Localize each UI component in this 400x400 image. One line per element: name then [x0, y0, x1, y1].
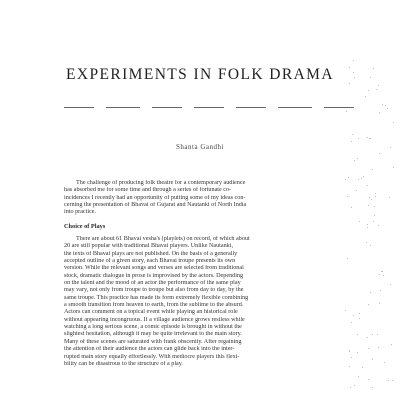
- scan-speckle: [367, 185, 368, 186]
- scan-speckle: [353, 72, 354, 73]
- scan-speckle: [370, 77, 371, 78]
- scan-speckle: [371, 199, 372, 200]
- scan-speckle: [359, 313, 360, 314]
- intro-line: incidences I recently had an opportunity of putting some of my ideas con-: [64, 194, 246, 201]
- scan-speckle: [391, 344, 392, 345]
- intro-line: cerning the presentation of Bhavai of Gujarat and Nautanki of North India: [64, 202, 247, 209]
- scan-speckle: [349, 83, 350, 84]
- body-line: same troupe. This practice has made its form extremely flexible combining: [64, 294, 249, 301]
- scan-speckle: [378, 85, 379, 86]
- scan-speckle: [378, 225, 379, 226]
- body-line: rupted main story equally effortlessly. With mediocre players this flexi-: [64, 353, 240, 360]
- body-line: slightest hesitation, although it may be quite irrelevant to the main story.: [64, 331, 242, 338]
- scan-speckle: [383, 275, 384, 276]
- section-heading: Choice of Plays: [64, 223, 106, 230]
- scan-speckle: [368, 90, 369, 91]
- scan-speckle: [377, 334, 378, 335]
- scan-speckle: [379, 153, 380, 154]
- scan-speckle: [369, 138, 370, 139]
- scan-speckle: [372, 334, 373, 335]
- scan-speckle: [351, 357, 352, 358]
- scan-speckle: [372, 359, 373, 360]
- scan-speckle: [357, 352, 358, 353]
- scan-speckle: [358, 179, 359, 180]
- scan-speckle: [370, 138, 371, 139]
- scan-speckle: [357, 158, 358, 159]
- scan-speckle: [356, 190, 357, 191]
- body-line: Many of these scenes are saturated with frank obscenity. After regaining: [64, 338, 242, 345]
- scan-speckle: [393, 167, 394, 168]
- scan-speckle: [372, 387, 373, 388]
- body-line: Actors can comment on a topical event while playing an historical role: [64, 309, 238, 316]
- scan-speckle: [376, 89, 377, 90]
- scan-speckle: [374, 215, 375, 216]
- scan-speckle: [382, 271, 383, 272]
- scan-speckle: [389, 197, 390, 198]
- intro-line: has absorbed me for some time and through a series of fortunate co-: [64, 187, 232, 194]
- scan-speckle: [369, 197, 370, 198]
- scan-speckle: [349, 366, 350, 367]
- body-line: version. While the relevant songs and verses are selected from traditional: [64, 265, 244, 272]
- scan-speckle: [362, 367, 363, 368]
- section-paragraph: [64, 236, 358, 368]
- scan-speckle: [392, 380, 393, 381]
- scan-speckle: [349, 67, 350, 68]
- body-line: stock, dramatic dialogue in prose is improvised by the actors. Depending: [64, 272, 244, 279]
- scan-speckle: [384, 362, 385, 363]
- scan-speckle: [390, 284, 391, 285]
- body-line: bility can be disastrous to the structure of a play.: [64, 360, 183, 367]
- scan-speckle: [351, 322, 352, 323]
- scan-speckle: [368, 304, 369, 305]
- scan-speckle: [368, 379, 369, 380]
- author-byline: Shanta Gandhi: [176, 143, 224, 151]
- scan-speckle: [367, 224, 368, 225]
- scan-speckle: [365, 96, 366, 97]
- scan-speckle: [366, 242, 367, 243]
- scan-speckle: [367, 227, 368, 228]
- scan-speckle: [358, 376, 359, 377]
- scan-speckle: [385, 105, 386, 106]
- body-line: the attention of their audience the actors can glide back into the inter-: [64, 346, 235, 353]
- scan-speckle: [370, 245, 371, 246]
- scan-speckle: [359, 221, 360, 222]
- body-line: on the talent and the mood of an actor the performance of the same play: [64, 280, 241, 287]
- body-line: watching a long serious scene, a comic episode is brought in without the: [64, 324, 242, 331]
- scan-speckle: [352, 134, 353, 135]
- body-line: a smooth transition from heaven to earth, from the sublime to the absurd.: [64, 302, 244, 309]
- intro-line: The challenge of producing folk theatre for a contemporary audience: [76, 180, 246, 186]
- scan-speckle: [390, 147, 391, 148]
- scan-speckle: [350, 387, 351, 388]
- scan-speckle: [374, 206, 375, 207]
- scan-speckle: [373, 68, 374, 69]
- scan-speckle: [379, 303, 380, 304]
- scan-speckle: [375, 196, 376, 197]
- scan-speckle: [351, 207, 352, 208]
- scan-speckle: [354, 385, 355, 386]
- scan-speckle: [379, 112, 380, 113]
- scan-speckle: [378, 347, 379, 348]
- body-line: accepted outline of a given story, each Bhavai troupe presents its own: [64, 258, 236, 265]
- scan-speckle: [354, 160, 355, 161]
- scan-speckle: [393, 122, 394, 123]
- scan-speckle: [349, 351, 350, 352]
- scan-speckle: [367, 337, 368, 338]
- scan-speckle: [345, 179, 346, 180]
- scan-speckle: [381, 271, 382, 272]
- scan-speckle: [354, 77, 355, 78]
- article-title: EXPERIMENTS IN FOLK DRAMA: [66, 66, 334, 83]
- scan-speckle: [387, 108, 388, 109]
- scan-speckle: [382, 104, 383, 105]
- scan-speckle: [373, 221, 374, 222]
- scan-speckle: [368, 205, 369, 206]
- body-line: 20 are still popular with traditional Bhavai players. Unlike Nautanki,: [64, 243, 233, 250]
- scan-speckle: [361, 178, 362, 179]
- scan-speckle: [353, 60, 354, 61]
- body-line: the texts of Bhavai plays are not published. On the basis of a generally: [64, 250, 238, 257]
- scan-speckle: [370, 292, 371, 293]
- body-line: may vary, not only from troupe to troupe but also from day to day, by the: [64, 287, 244, 294]
- scan-speckle: [363, 176, 364, 177]
- scan-speckle: [347, 196, 348, 197]
- scan-speckle: [351, 141, 352, 142]
- scan-speckle: [353, 315, 354, 316]
- intro-line: into practice.: [64, 209, 97, 216]
- scan-speckle: [348, 177, 349, 178]
- scan-speckle: [380, 290, 381, 291]
- scan-speckle: [345, 310, 346, 311]
- scan-speckle: [388, 380, 389, 381]
- scan-speckle: [372, 169, 373, 170]
- scan-speckle: [368, 348, 369, 349]
- scan-speckle: [379, 274, 380, 275]
- scan-speckle: [359, 318, 360, 319]
- intro-paragraph: [64, 180, 358, 217]
- scan-speckle: [357, 334, 358, 335]
- body-line: without appearing incongruous. If a village audience grows restless while: [64, 316, 245, 323]
- scan-speckle: [375, 193, 376, 194]
- title-rule: [64, 106, 354, 108]
- scan-speckle: [347, 258, 348, 259]
- body-line: There are about 61 Bhavai vesha's (playlets) on record, of which about: [76, 236, 250, 242]
- scan-speckle: [346, 111, 347, 112]
- scan-speckle: [358, 138, 359, 139]
